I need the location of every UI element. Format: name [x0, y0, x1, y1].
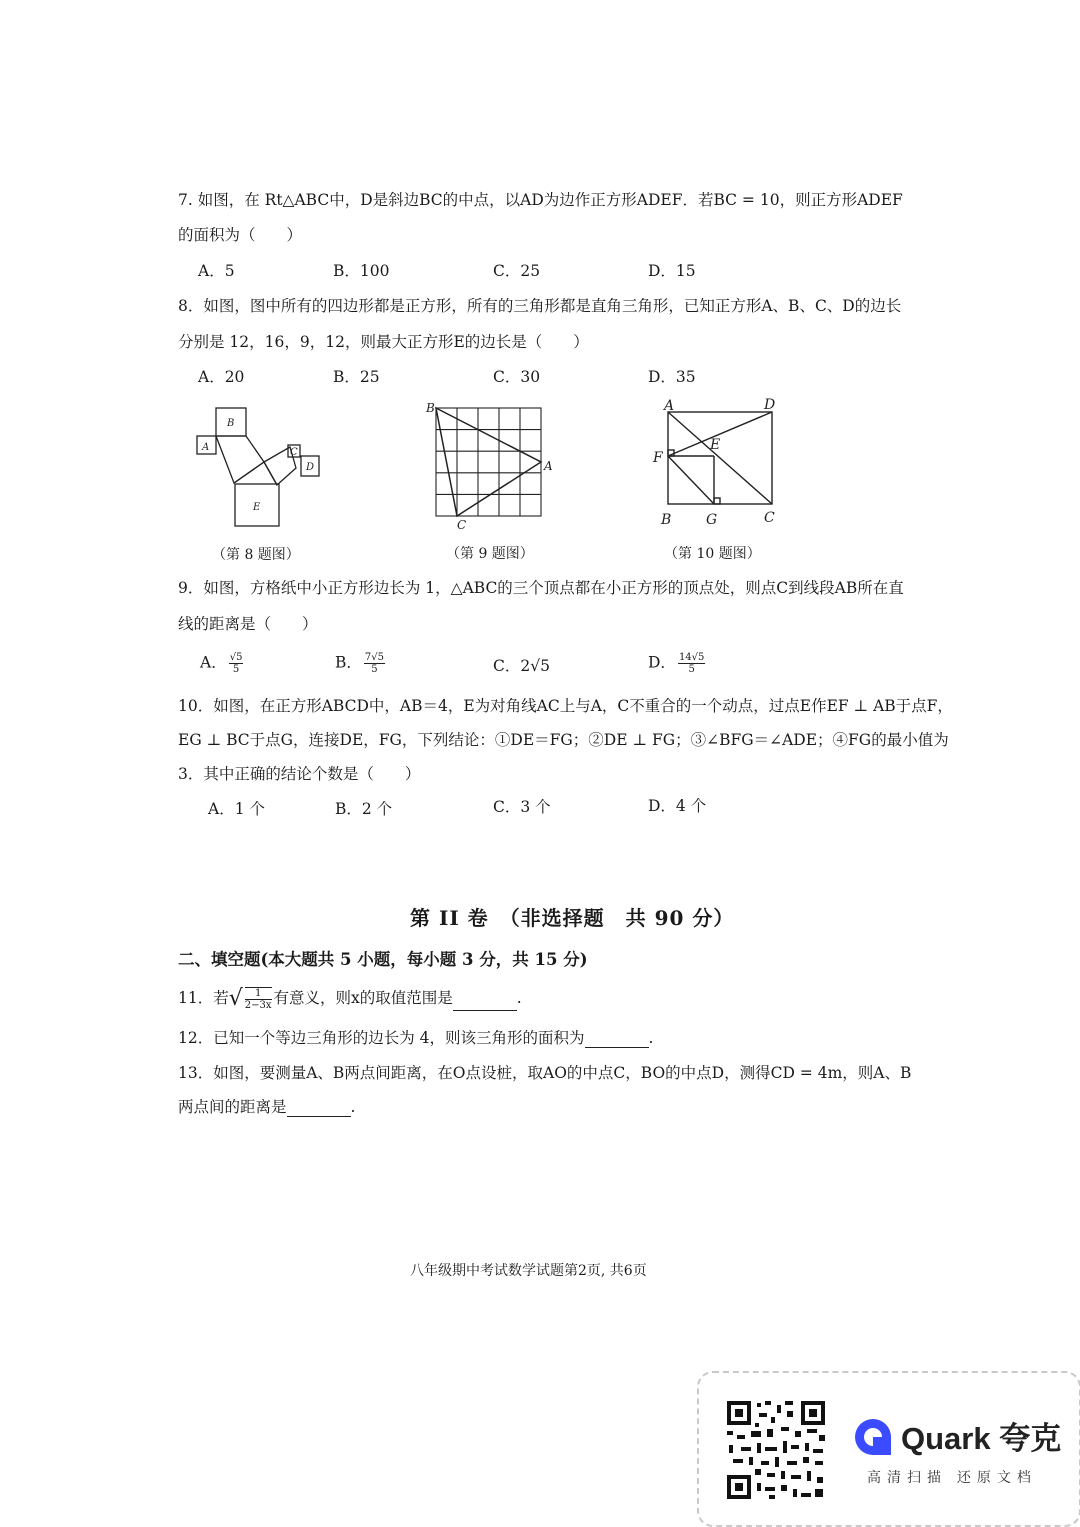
fig8-caption: （第 8 题图）: [212, 547, 300, 563]
q10-line3: 3．其中正确的结论个数是（ ）: [178, 765, 421, 783]
q10-line2: EG ⊥ BC于点G，连接DE，FG，下列结论：①DE＝FG；②DE ⊥ FG；③∠BFG＝∠ADE；④FG的最小值为: [178, 731, 949, 749]
fig9-label-a: A: [544, 459, 553, 473]
q11-den: 2−3x: [244, 1000, 272, 1011]
q8-line1: 8．如图，图中所有的四边形都是正方形，所有的三角形都是直角三角形，已知正方形A、B、C、D的边长: [178, 297, 902, 315]
fig8-label-c: C: [290, 447, 298, 458]
q9-option-a-den: 5: [232, 664, 240, 675]
q11-end: .: [516, 989, 522, 1007]
q9-option-a-fraction: [229, 652, 244, 675]
q8-option-b: B．25: [333, 368, 380, 386]
q10-option-a: A．1 个: [208, 800, 265, 818]
q12-text: 12．已知一个等边三角形的边长为 4，则该三角形的面积为: [178, 1029, 585, 1047]
q10-option-d: D．4 个: [648, 797, 707, 815]
fig8-label-b: B: [227, 418, 235, 429]
page-footer: 八年级期中考试数学试题第2页, 共6页: [410, 1263, 647, 1279]
quark-logo-icon: [853, 1417, 893, 1457]
quark-tagline: 高清扫描 还原文档: [867, 1469, 1037, 1485]
fig10-label-e: E: [710, 437, 721, 453]
q8-option-c: C．30: [493, 368, 541, 386]
q9-line2: 线的距离是（ ）: [178, 615, 318, 633]
q9-line1: 9．如图，方格纸中小正方形边长为 1，△ABC的三个顶点都在小正方形的顶点处，则点C到线段AB所在直: [178, 579, 904, 597]
fig9-label-c: C: [457, 518, 467, 532]
q9-option-c-label: C．: [493, 657, 521, 675]
q10-line1: 10．如图，在正方形ABCD中，AB＝4，E为对角线AC上与A，C不重合的一个动点，过点E作EF ⊥ AB于点F，: [178, 697, 953, 715]
figure-10: [646, 394, 786, 534]
q9-option-b-label: B．: [335, 653, 362, 672]
q13-end: .: [350, 1098, 356, 1116]
q11-num: 1: [245, 988, 272, 1000]
q13-line2: [178, 1097, 355, 1117]
q12-line: [178, 1028, 653, 1048]
q8-line2: 分别是 12，16，9，12，则最大正方形E的边长是（ ）: [178, 333, 589, 351]
q9-option-b: [335, 652, 387, 675]
q11-answer-blank: [453, 996, 517, 1011]
q13-line1: 13．如图，要测量A、B两点间距离，在O点设桩，取AO的中点C，BO的中点D，测得CD = 4m，则A、B: [178, 1064, 912, 1082]
q11-prefix: 11．若: [178, 989, 229, 1007]
q13-answer-blank: [287, 1102, 351, 1117]
fig10-label-b: B: [661, 512, 672, 528]
q9-option-b-den: 5: [371, 664, 378, 675]
qr-code-icon: [725, 1399, 827, 1501]
fig10-label-c: C: [764, 510, 775, 526]
q8-option-d: D．35: [648, 368, 696, 386]
q9-option-b-num: 7√5: [364, 652, 384, 663]
q12-end: .: [648, 1029, 654, 1047]
fig10-label-f: F: [653, 450, 663, 466]
q9-option-d-num: 14√5: [678, 652, 705, 663]
q11-sqrt-sign: √: [228, 986, 243, 1011]
q9-option-a-num: √5: [229, 652, 243, 663]
q9-option-c: [493, 656, 550, 676]
q8-option-a: A．20: [198, 368, 245, 386]
q7-option-d: D．15: [648, 262, 696, 280]
q9-option-a-label: A．: [200, 653, 227, 672]
part2-title: 第 II 卷 （非选择题 共 90 分）: [410, 906, 735, 930]
figure-8: [190, 400, 330, 530]
q7-option-a: A．5: [198, 262, 235, 280]
fig10-label-d: D: [764, 397, 776, 413]
fig8-label-d: D: [306, 462, 315, 473]
quark-brand: Quark 夸克: [901, 1421, 1062, 1456]
fig10-label-g: G: [706, 512, 718, 528]
q9-option-d: [648, 652, 707, 675]
q10-option-b: B．2 个: [335, 800, 393, 818]
q7-line1: 7. 如图，在 Rt△ABC中，D是斜边BC的中点，以AD为边作正方形ADEF．若BC = 10，则正方形ADEF: [178, 191, 903, 209]
q9-option-c-value: 2√5: [520, 657, 550, 675]
q9-option-d-label: D．: [648, 653, 676, 672]
q12-answer-blank: [585, 1033, 649, 1048]
section-fill-in-blank: 二、填空题(本大题共 5 小题，每小题 3 分，共 15 分): [178, 950, 588, 969]
q9-option-d-fraction: [678, 652, 705, 675]
q9-option-a: [200, 652, 245, 675]
fig9-label-b: B: [426, 401, 435, 415]
figure-9: [420, 396, 560, 534]
q11-suffix: 有意义，则x的取值范围是: [273, 989, 453, 1007]
q11-line: [178, 987, 522, 1011]
q13-text: 两点间的距离是: [178, 1098, 287, 1116]
q11-fraction: [245, 987, 272, 1011]
fig8-label-e: E: [253, 502, 261, 513]
q7-option-b: B．100: [333, 262, 390, 280]
q9-option-b-fraction: [364, 652, 385, 675]
fig10-label-a: A: [664, 398, 675, 414]
fig10-caption: （第 10 题图）: [664, 546, 761, 562]
fig9-caption: （第 9 题图）: [446, 546, 534, 562]
q7-option-c: C．25: [493, 262, 541, 280]
q10-option-c: C．3 个: [493, 798, 551, 816]
fig8-label-a: A: [202, 442, 210, 453]
q9-option-d-den: 5: [688, 664, 695, 675]
quark-watermark: [697, 1371, 1080, 1527]
q7-line2: 的面积为（ ）: [178, 226, 303, 244]
